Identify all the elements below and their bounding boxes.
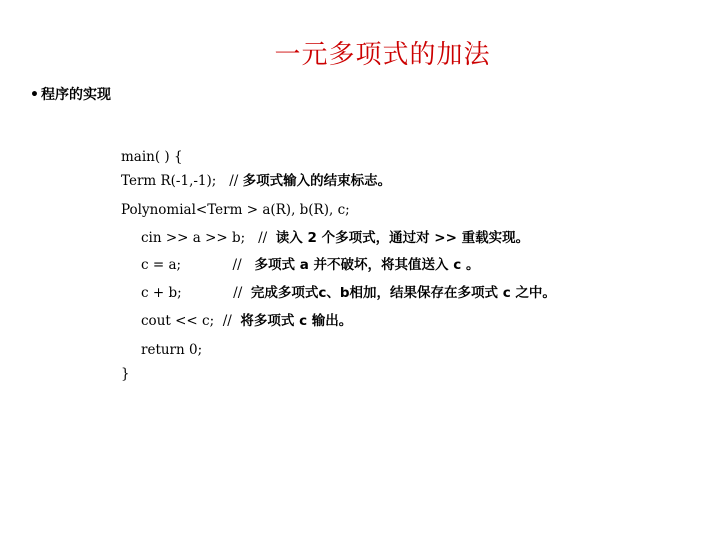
code-comment: 多项式输入的结束标志。 (242, 173, 392, 189)
bullet-marker: • (30, 87, 39, 103)
bullet-text: 程序的实现 (40, 87, 111, 103)
bullet-item (30, 84, 111, 104)
code-text: cin >> a >> b; // (141, 230, 276, 246)
code-text: cout << c; // (141, 313, 241, 329)
code-line-close-brace: } (121, 366, 130, 382)
code-comment: 读入 2 个多项式，通过对 >> 重载实现。 (275, 230, 530, 246)
code-line-return: return 0; (141, 342, 203, 358)
slide-title: 一元多项式的加法 (274, 40, 491, 70)
code-line-polynomial: Polynomial<Term > a(R), b(R), c; (121, 202, 350, 218)
code-line-cin (141, 232, 529, 246)
code-comment: 将多项式 c 输出。 (240, 313, 353, 329)
code-line-term (121, 175, 391, 189)
code-text: Term R(-1,-1); // (121, 173, 243, 189)
code-text: c + b; // (141, 285, 251, 301)
code-comment: 完成多项式c、b相加，结果保存在多项式 c 之中。 (250, 285, 556, 301)
code-comment: 多项式 a 并不破坏，将其值送入 c 。 (254, 257, 480, 273)
code-line-main: main( ) { (121, 149, 183, 165)
code-text: c = a; // (141, 257, 255, 273)
code-line-cout (141, 315, 352, 329)
code-line-add (141, 287, 556, 301)
code-line-assign (141, 259, 479, 273)
